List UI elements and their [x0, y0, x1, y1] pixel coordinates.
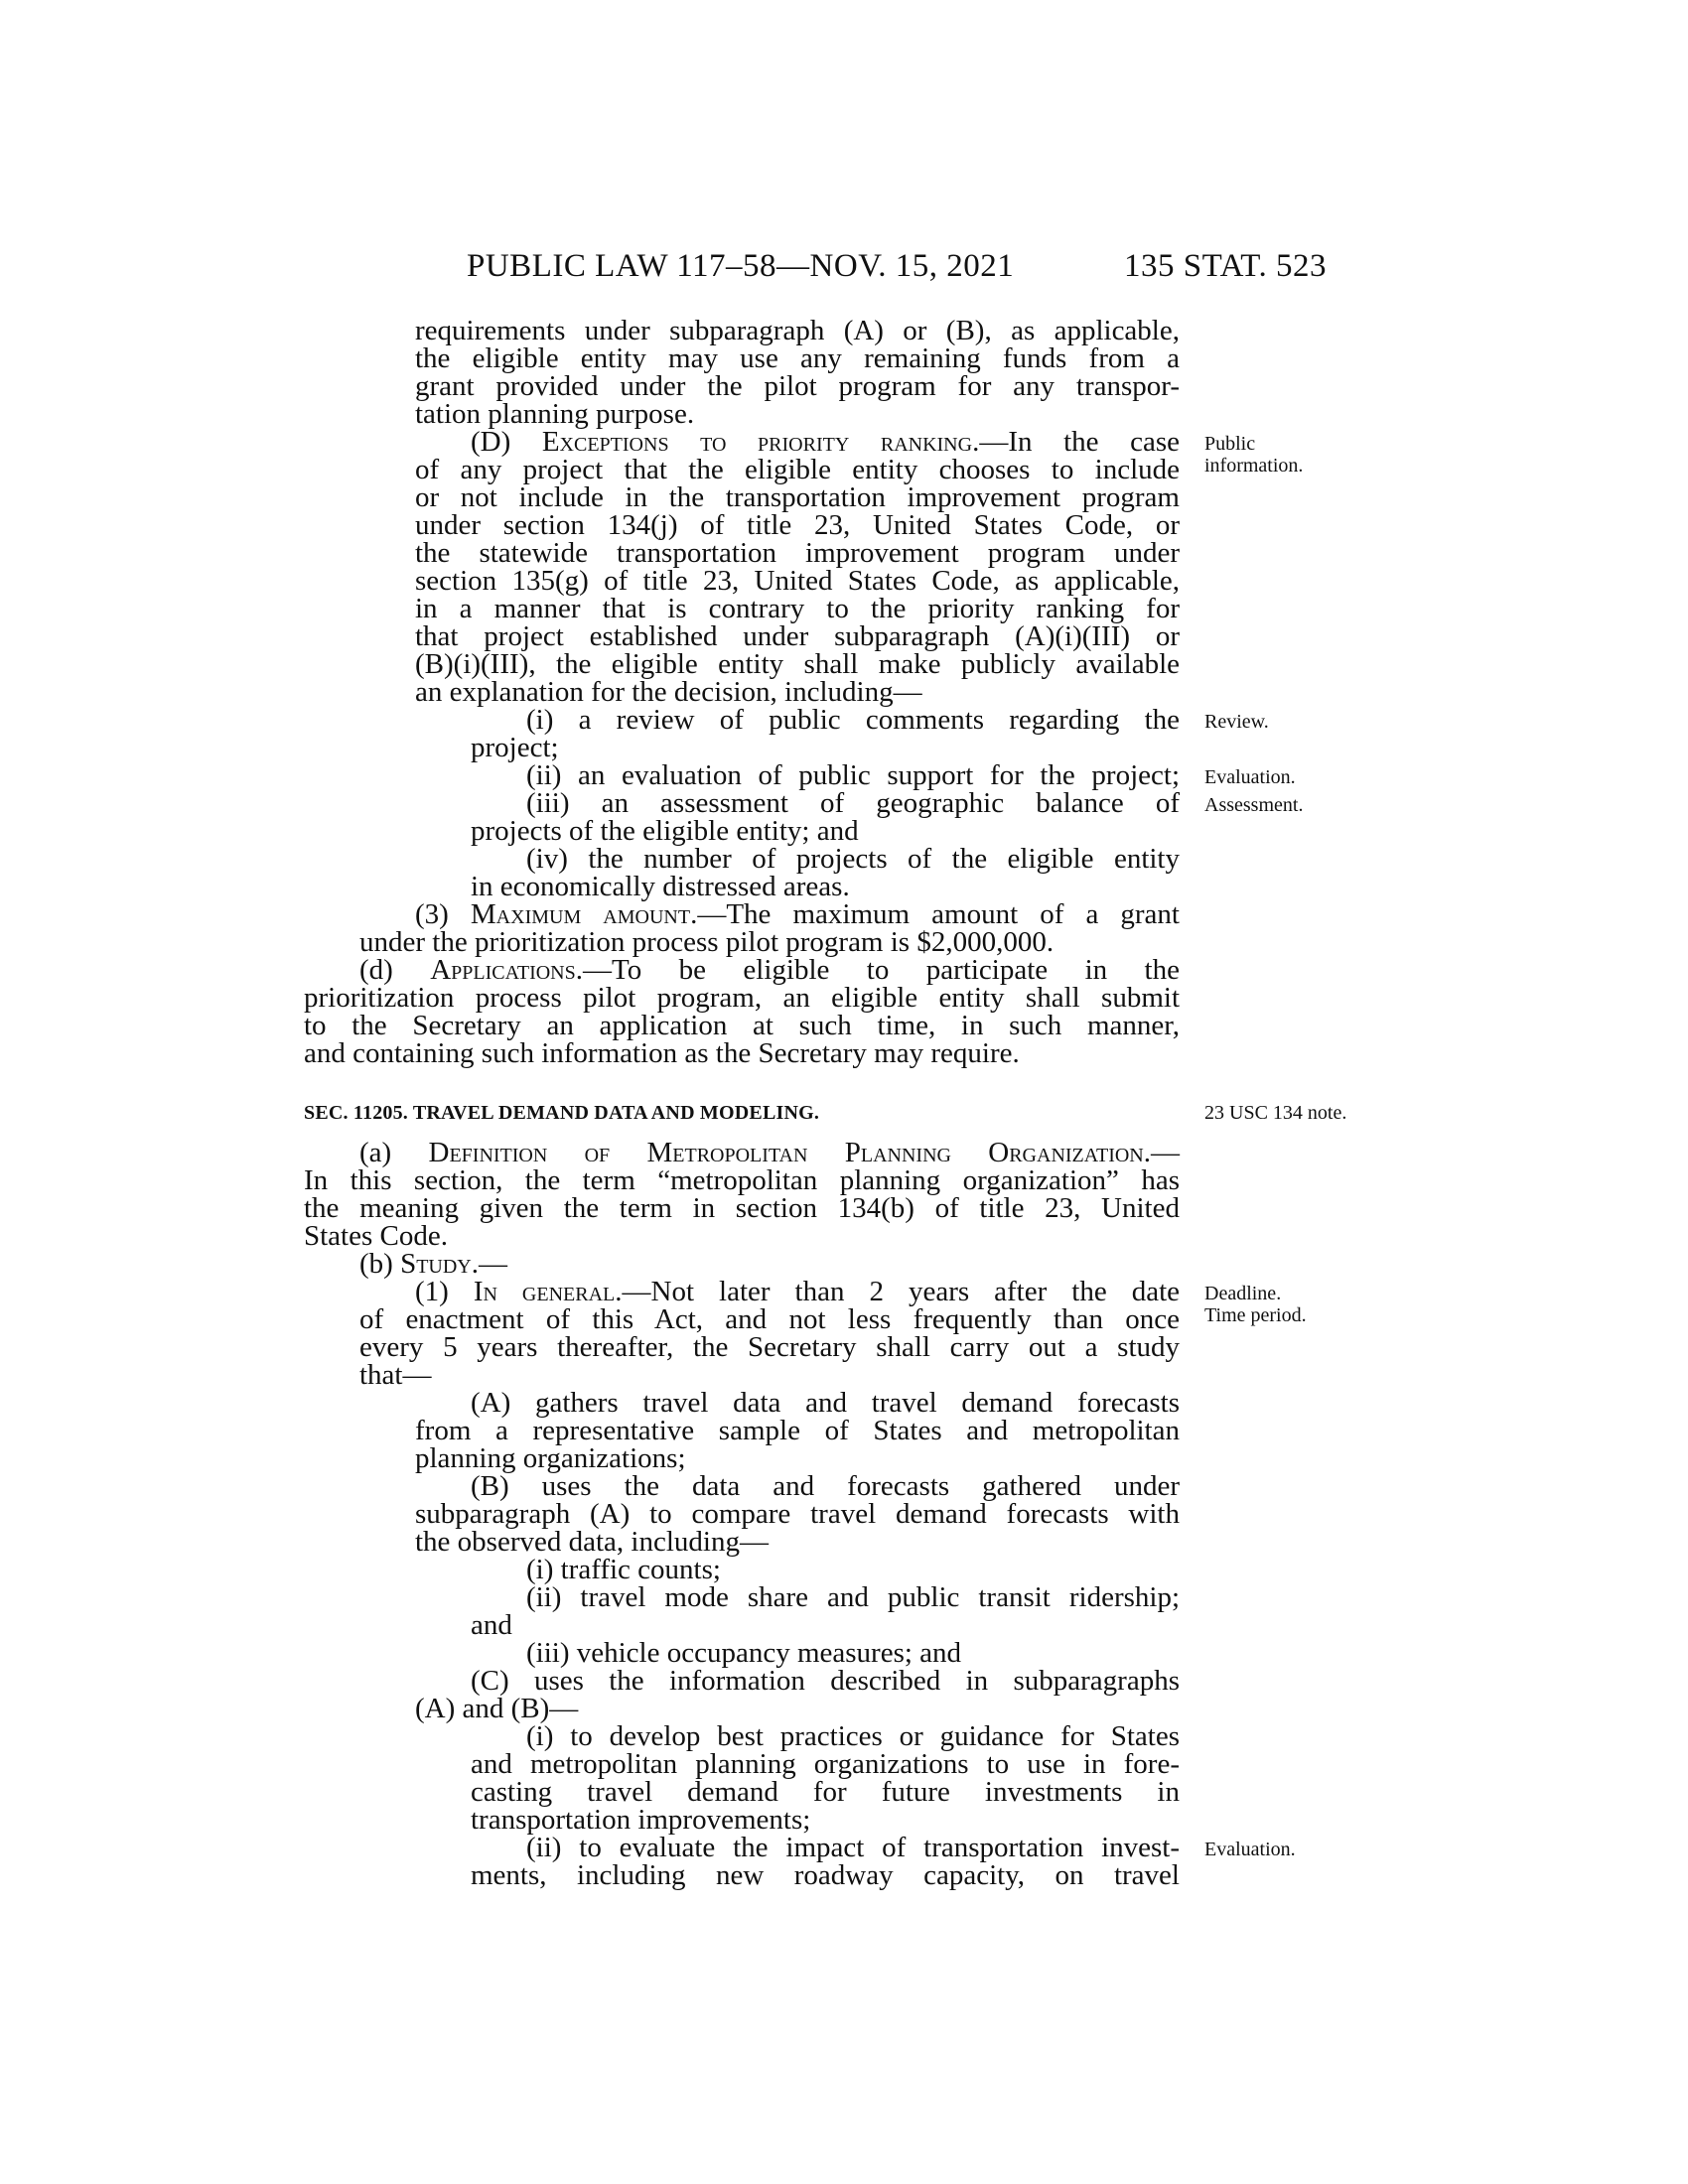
- text-line: or not include in the transportation improvement program: [415, 481, 1180, 513]
- subsection-heading: (a) Definition of Metropolitan Planning Organization.—: [359, 1137, 1181, 1168]
- text-line: grant provided under the pilot program for any transpor-: [415, 370, 1180, 402]
- text-line: an explanation for the decision, including—: [415, 676, 922, 708]
- text-line: that project established under subparagraph (A)(i)(III) or: [415, 620, 1180, 652]
- subparagraph-line: (A) gathers travel data and travel demand forecasts: [471, 1387, 1180, 1419]
- text-line: under the prioritization process pilot program is $2,000,000.: [359, 926, 1055, 958]
- page-header-right: 135 STAT. 523: [1124, 248, 1328, 284]
- clause-line: and: [471, 1609, 512, 1641]
- clause-line: (ii) an evaluation of public support for the project;: [526, 759, 1180, 791]
- clause-line: (ii) travel mode share and public transit ridership;: [526, 1581, 1180, 1613]
- subsection-heading: (d) Applications.—To be eligible to participate in the: [359, 954, 1180, 986]
- margin-note: 23 USC 134 note.: [1204, 1102, 1347, 1124]
- text-line: the eligible entity may use any remaining funds from a: [415, 342, 1180, 374]
- clause-line: (iv) the number of projects of the eligible entity: [526, 843, 1180, 875]
- text-line: tation planning purpose.: [415, 398, 695, 430]
- clause-line: (iii) vehicle occupancy measures; and: [526, 1637, 962, 1669]
- clause-line: projects of the eligible entity; and: [471, 815, 859, 847]
- text-line: (A) and (B)—: [415, 1693, 579, 1724]
- section-heading: SEC. 11205. TRAVEL DEMAND DATA AND MODELING.: [304, 1102, 820, 1124]
- text-line: and containing such information as the Secretary may require.: [304, 1037, 1020, 1069]
- text-line: the observed data, including—: [415, 1526, 769, 1558]
- subparagraph-heading: (D) Exceptions to priority ranking.—In the case: [471, 426, 1180, 458]
- text-line: subparagraph (A) to compare travel demand forecasts with: [415, 1498, 1180, 1530]
- text-line: every 5 years thereafter, the Secretary shall carry out a study: [359, 1331, 1180, 1363]
- text-line: section 135(g) of title 23, United States Code, as applicable,: [415, 565, 1180, 597]
- text-line: the statewide transportation improvement program under: [415, 537, 1180, 569]
- text-line: to the Secretary an application at such time, in such manner,: [304, 1010, 1180, 1041]
- text-line: in a manner that is contrary to the priority ranking for: [415, 593, 1180, 624]
- margin-note: Assessment.: [1204, 794, 1304, 816]
- text-line: the meaning given the term in section 134(b) of title 23, United: [304, 1192, 1180, 1224]
- margin-note: Evaluation.: [1204, 1839, 1296, 1860]
- text-line: of enactment of this Act, and not less frequently than once: [359, 1303, 1180, 1335]
- margin-note: Public: [1204, 433, 1256, 455]
- text-line: from a representative sample of States and metropolitan: [415, 1415, 1180, 1446]
- margin-note: Review.: [1204, 711, 1269, 733]
- clause-line: (i) traffic counts;: [526, 1554, 721, 1585]
- clause-line: and metropolitan planning organizations to use in fore-: [471, 1748, 1180, 1780]
- subparagraph-line: (C) uses the information described in subparagraphs: [471, 1665, 1180, 1697]
- margin-note: Time period.: [1204, 1304, 1307, 1326]
- subsection-heading: (b) Study.—: [359, 1248, 508, 1280]
- text-line: In this section, the term “metropolitan planning organization” has: [304, 1164, 1180, 1196]
- clause-line: casting travel demand for future investments in: [471, 1776, 1180, 1808]
- clause-line: transportation improvements;: [471, 1804, 811, 1836]
- clause-line: project;: [471, 732, 559, 763]
- subparagraph-line: (B) uses the data and forecasts gathered under: [471, 1470, 1180, 1502]
- clause-line: (ii) to evaluate the impact of transportation invest-: [526, 1832, 1180, 1863]
- clause-line: (i) a review of public comments regarding the: [526, 704, 1180, 736]
- clause-line: (iii) an assessment of geographic balance of: [526, 787, 1180, 819]
- text-line: (B)(i)(III), the eligible entity shall make publicly available: [415, 648, 1180, 680]
- text-line: under section 134(j) of title 23, United States Code, or: [415, 509, 1180, 541]
- text-line: prioritization process pilot program, an eligible entity shall submit: [304, 982, 1180, 1014]
- text-line: States Code.: [304, 1220, 448, 1252]
- margin-note: information.: [1204, 455, 1304, 477]
- text-line: requirements under subparagraph (A) or (B), as applicable,: [415, 315, 1180, 346]
- page-header-left: PUBLIC LAW 117–58—NOV. 15, 2021: [467, 248, 1015, 284]
- clause-line: in economically distressed areas.: [471, 871, 850, 902]
- clause-line: ments, including new roadway capacity, on travel: [471, 1859, 1180, 1891]
- margin-note: Deadline.: [1204, 1283, 1282, 1304]
- paragraph-heading: (1) In general.—Not later than 2 years after the date: [415, 1276, 1181, 1307]
- margin-note: Evaluation.: [1204, 766, 1296, 788]
- text-line: planning organizations;: [415, 1442, 686, 1474]
- clause-line: (i) to develop best practices or guidance for States: [526, 1720, 1180, 1752]
- text-line: of any project that the eligible entity chooses to include: [415, 454, 1180, 485]
- paragraph-heading: (3) Maximum amount.—The maximum amount of a grant: [415, 898, 1180, 930]
- text-line: that—: [359, 1359, 432, 1391]
